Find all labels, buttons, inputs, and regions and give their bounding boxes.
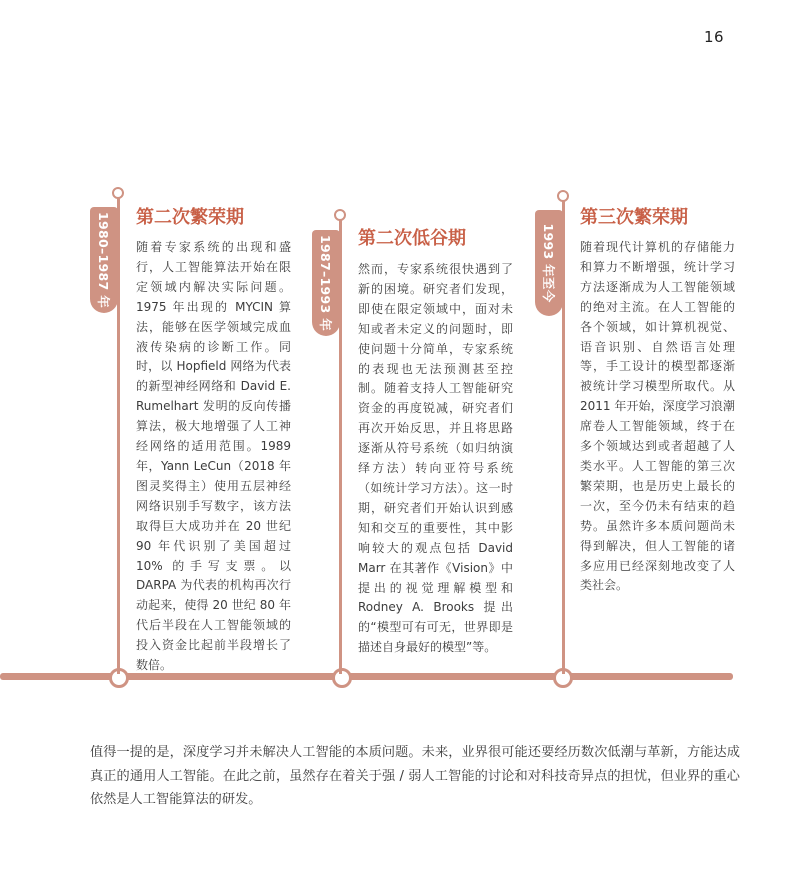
era-3-period-label: 1993 年至今 <box>541 223 556 303</box>
era-2-period-tab <box>312 230 340 336</box>
era-3-stem-dot <box>557 190 569 202</box>
era-1-title: 第二次繁荣期 <box>136 207 244 228</box>
era-1-stem-dot <box>112 187 124 199</box>
era-3-title: 第三次繁荣期 <box>580 207 688 228</box>
era-2-period-label: 1987–1993 年 <box>318 235 333 331</box>
era-2-body: 然而，专家系统很快遇到了新的困境。研究者们发现，即使在限定领域中，面对未知或者未定义的问题时，即使问题十分简单，专家系统的表现也无法预测甚至控制。随着支持人工智能研究资金的再度锐减，研究者们再次开始反思，并且将思路逐渐从符号系统（如归纳演绎方法）转向亚符号系统（如统计学习方法）。这一时期，研究者们开始认识到感知和交互的重要性，其中影响较大的观点包括 David Marr 在其著作《Vision》中提出的视觉理解模型和 Rodney A. Brooks 提出的“模型可有可无，世界即是描述自身最好的模型”等。 <box>358 262 513 655</box>
era-1-period-tab <box>90 207 118 313</box>
era-1-period-label: 1980–1987 年 <box>96 212 111 308</box>
timeline-node-2 <box>332 668 352 688</box>
page-number: 16 <box>704 28 725 46</box>
era-3-body: 随着现代计算机的存储能力和算力不断增强，统计学习方法逐渐成为人工智能领域的绝对主流。在人工智能的各个领域，如计算机视觉、语音识别、自然语言处理等，手工设计的模型都逐渐被统计学习模型所取代。从 2011 年开始，深度学习浪潮席卷人工智能领域，终于在多个领域达到或者超越了人类水平。人工智能的第三次繁荣期，也是历史上最长的一次，至今仍未有结束的趋势。虽然许多本质问题尚未得到解决，但人工智能的诸多应用已经深刻地改变了人类社会。 <box>580 240 735 593</box>
era-1-body: 随着专家系统的出现和盛行，人工智能算法开始在限定领域内解决实际问题。1975 年出现的 MYCIN 算法，能够在医学领域完成血液传染病的诊断工作。同时，以 Hopfield 网络为代表的新型神经网络和 David E. Rumelhart 发明的反向传播算法，极大地增强了人工神经网络的适用范围。1989年，Yann LeCun（2018 年图灵奖得主）使用五层神经网络识别手写数字，该方法取得巨大成功并在 20 世纪 90 年代识别了美国超过 10% 的手写支票。以 DARPA 为代表的机构再次行动起来，使得 20 世纪 80 年代后半段在人工智能领域的投入资金比起前半段增长了数倍。 <box>136 240 291 673</box>
era-2-stem-dot <box>334 209 346 221</box>
footer-paragraph: 值得一提的是，深度学习并未解决人工智能的本质问题。未来，业界很可能还要经历数次低潮与革新，方能达成真正的通用人工智能。在此之前，虽然存在着关于强 / 弱人工智能的讨论和对科技奇异点的担忧，但业界的重心依然是人工智能算法的研发。 <box>90 745 740 807</box>
era-2-title: 第二次低谷期 <box>358 228 466 249</box>
era-3-period-tab <box>535 210 563 316</box>
